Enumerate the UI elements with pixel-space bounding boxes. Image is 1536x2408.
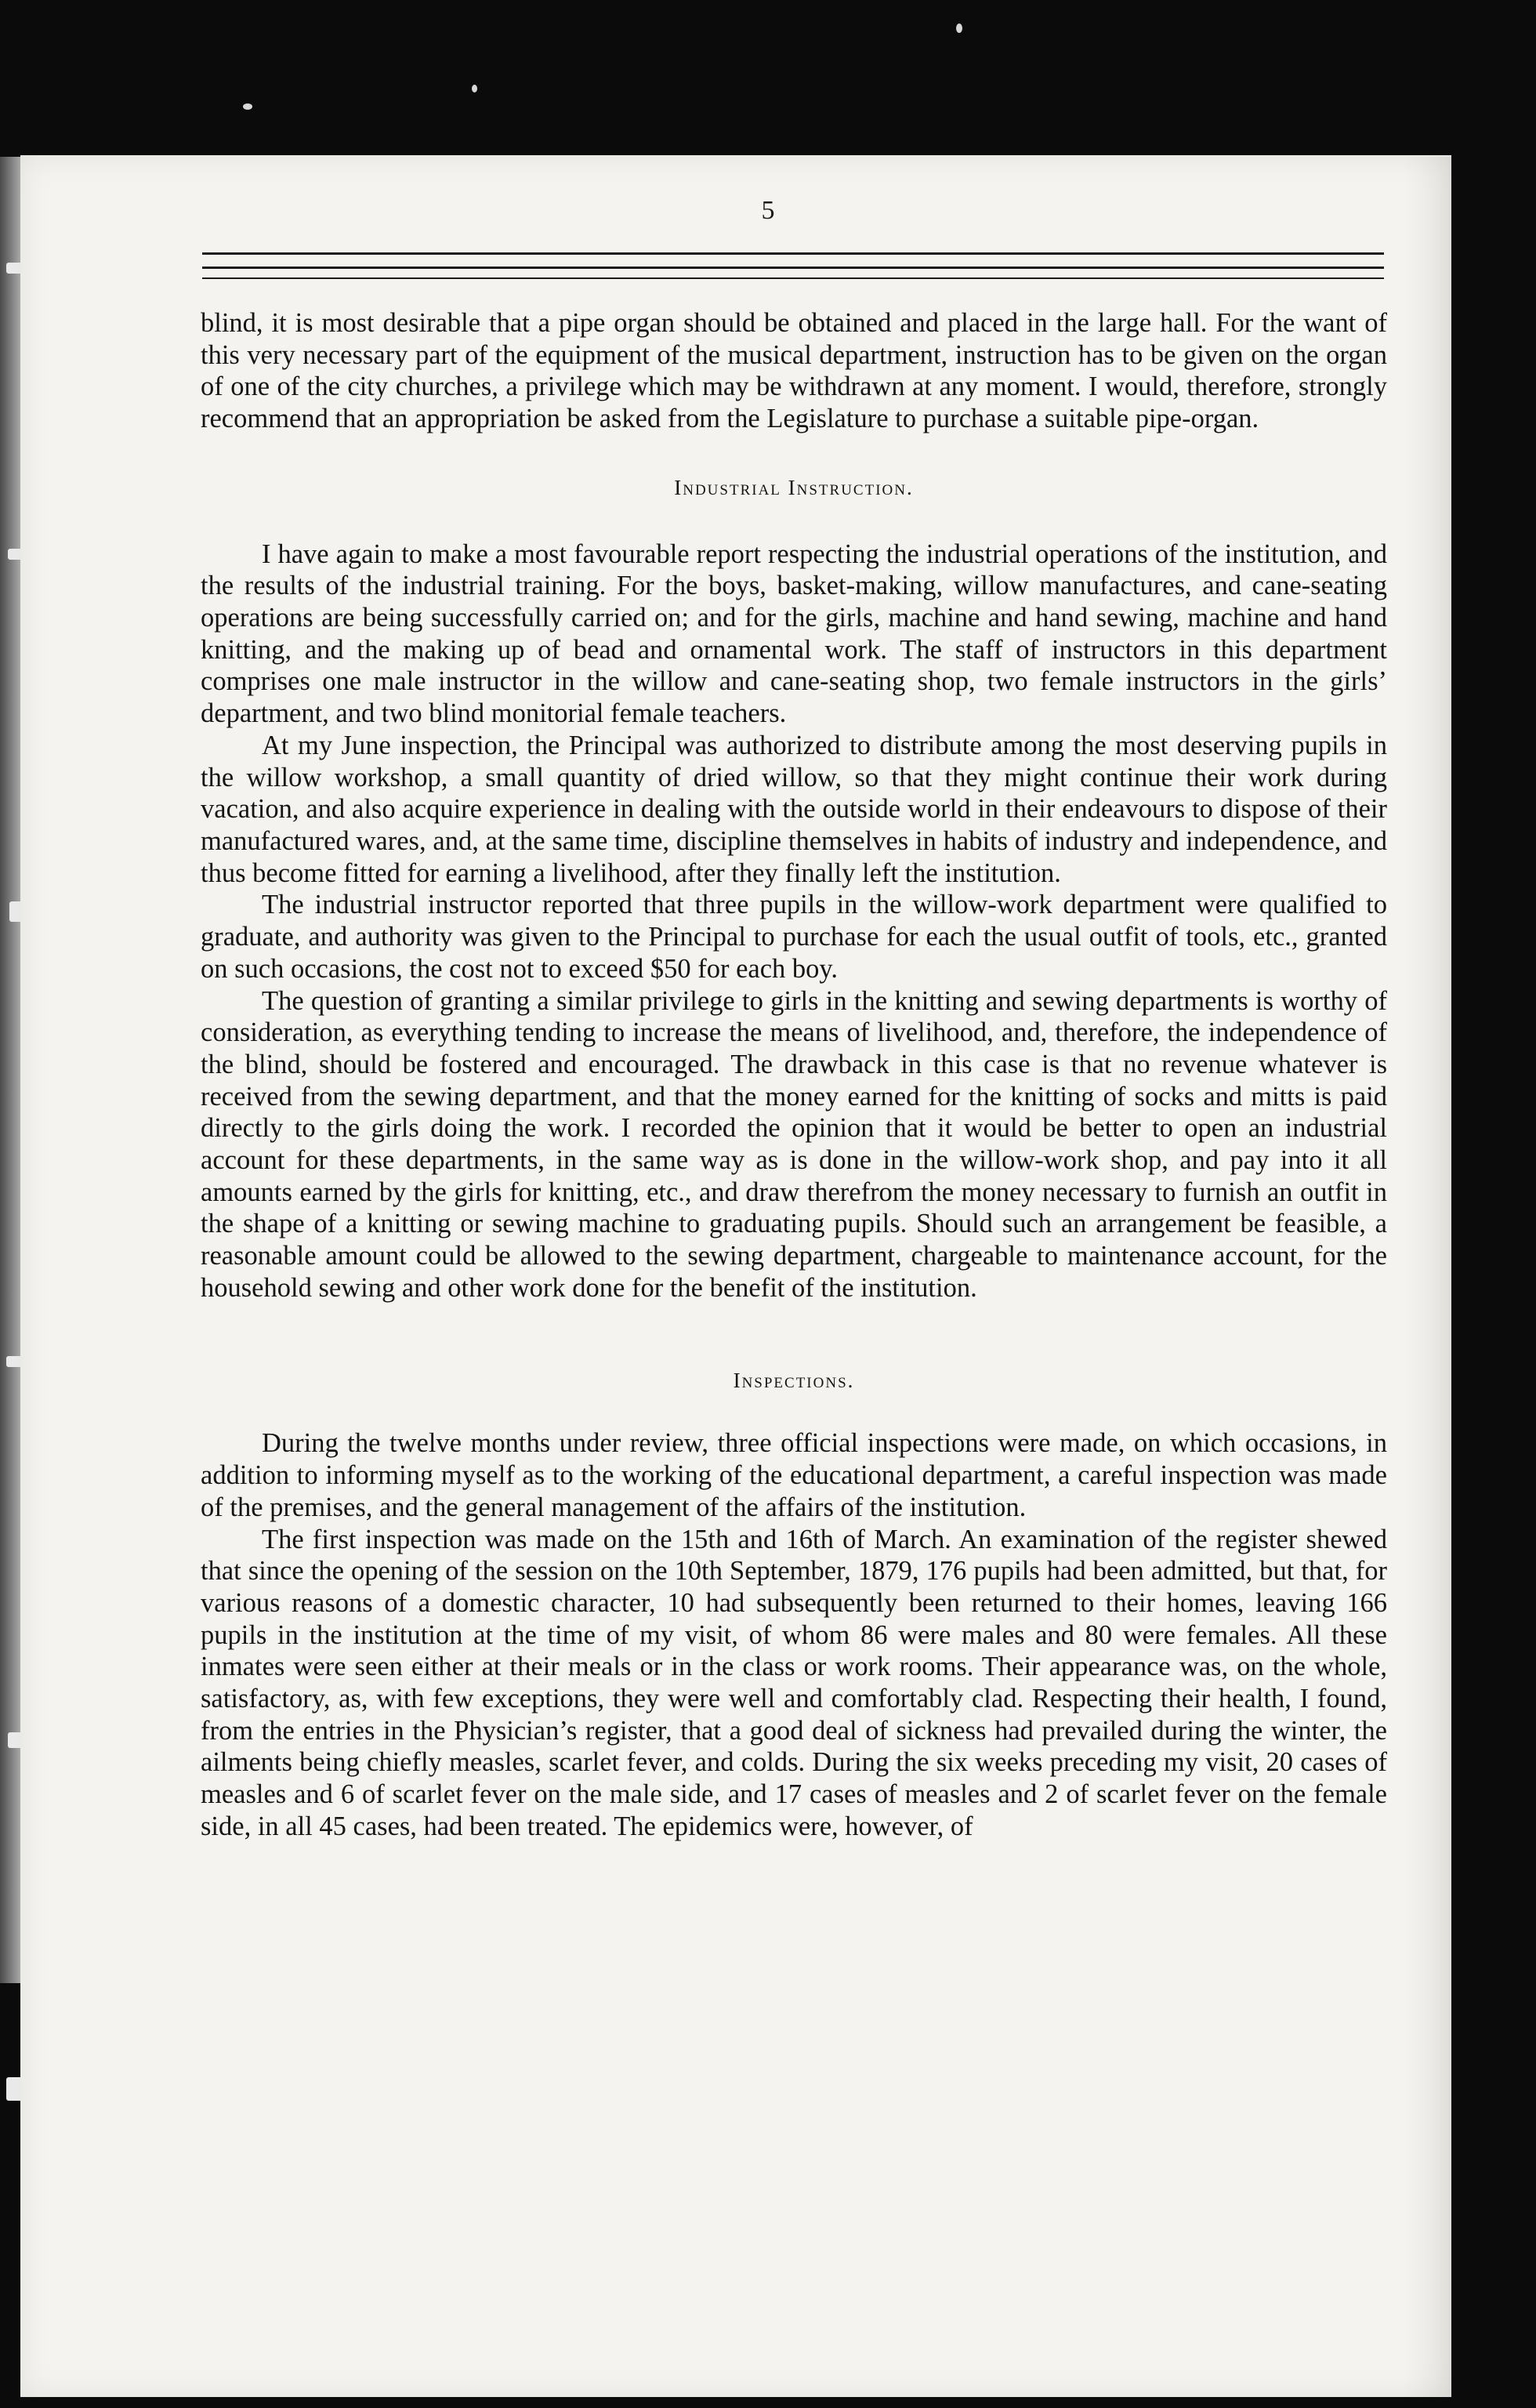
section-heading-inspections: Inspections.: [733, 1368, 855, 1392]
paragraph: During the twelve months under review, three official inspections were made, on which occasions, in addition to informing myself as to the working of the educational department, a careful inspection was made of the premises, and the general management of the affairs of the institution.: [201, 1428, 1387, 1522]
binding-edge: [0, 157, 20, 1983]
section-heading-industrial-instruction: Industrial Instruction.: [674, 475, 914, 499]
page-edge-shadow: [1403, 157, 1451, 2397]
dust-speck: [243, 103, 252, 110]
dust-speck: [472, 85, 477, 92]
paragraph: I have again to make a most favourable report respecting the industrial operations of the institution, and the results of the industrial training. For the boys, basket-making, willow manufactures, and cane-seating operations are being successfully carried on; and for the girls, machine and hand sewing, machine and hand knitting, and the making up of bead and ornamental work. The staff of instructors in this department comprises one male instructor in the willow and cane-seating shop, two female instructors in the girls’ department, and two blind monitorial female teachers.: [201, 539, 1387, 729]
paragraph: The industrial instructor reported that three pupils in the willow-work department were qualified to graduate, and authority was given to the Principal to purchase for each the usual outfit of tools, etc., granted on such occasions, the cost not to exceed $50 for each boy.: [201, 890, 1387, 984]
header-rule: [202, 277, 1384, 279]
page-body: [201, 307, 1387, 1843]
dust-speck: [956, 24, 962, 33]
header-rule: [202, 267, 1384, 269]
paragraph: The question of granting a similar privilege to girls in the knitting and sewing departments is worthy of consideration, as everything tending to increase the means of livelihood, and, therefore, the independence of the blind, should be fostered and encouraged. The drawback in this case is that no revenue whatever is received from the sewing department, and that the money earned for the knitting of socks and mitts is paid directly to the girls doing the work. I recorded the opinion that it would be better to open an industrial account for these departments, in the same way as is done in the willow-work shop, and pay into it all amounts earned by the girls for knitting, etc., and draw therefrom the money necessary to furnish an outfit in the shape of a knitting or sewing machine to graduating pupils. Should such an arrangement be feasible, a reasonable amount could be allowed to the sewing department, chargeable to maintenance account, for the household sewing and other work done for the benefit of the institution.: [201, 985, 1387, 1303]
header-rule: [202, 252, 1384, 255]
paragraph: blind, it is most desirable that a pipe organ should be obtained and placed in the large hall. For the want of this very necessary part of the equipment of the musical department, instruction has to be given on the organ of one of the city churches, a privilege which may be withdrawn at any moment. I would, therefore, strongly recommend that an appropriation be asked from the Legislature to purchase a suitable pipe-organ.: [201, 308, 1387, 434]
paragraph: The first inspection was made on the 15th and 16th of March. An examination of the register shewed that since the opening of the session on the 10th September, 1879, 176 pupils had been admitted, but that, for various reasons of a domestic character, 10 had subsequently been returned to their homes, leaving 166 pupils in the institution at the time of my visit, of whom 86 were males and 80 were females. All these inmates were seen either at their meals or in the class or work rooms. Their appearance was, on the whole, satisfactory, as, with few exceptions, they were well and comfortably clad. Respecting their health, I found, from the entries in the Physician’s register, that a good deal of sickness had prevailed during the winter, the ailments being chiefly measles, scarlet fever, and colds. During the six weeks preceding my visit, 20 cases of measles and 6 of scarlet fever on the male side, and 17 cases of measles and 2 of scarlet fever on the female side, in all 45 cases, had been treated. The epidemics were, however, of: [201, 1524, 1387, 1841]
paragraph: At my June inspection, the Principal was authorized to distribute among the most deserving pupils in the willow workshop, a small quantity of dried willow, so that they might continue their work during vacation, and also acquire experience in dealing with the outside world in their endeavours to dispose of their manufactured wares, and, at the same time, discipline themselves in habits of industry and independence, and thus become fitted for earning a livelihood, after they finally left the institution.: [201, 730, 1387, 888]
page-number: 5: [761, 196, 775, 225]
